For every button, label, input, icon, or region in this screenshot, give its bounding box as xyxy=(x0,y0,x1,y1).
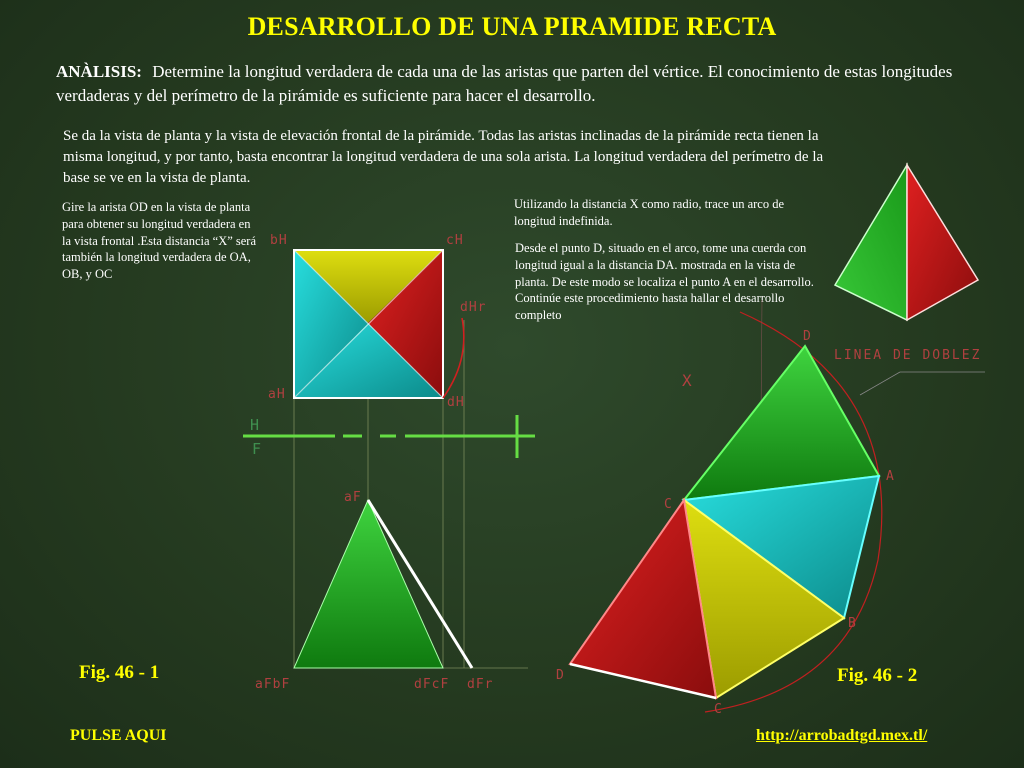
figure-caption-2: Fig. 46 - 2 xyxy=(837,665,918,686)
label-dFr: dFr xyxy=(467,677,494,692)
note-left: Gire la arista OD en la vista de planta para obtener su longitud verdadera en la vista frontal .Esta distancia “X” será también la longitud verdadera de OA, OB, y OC xyxy=(62,200,257,282)
label-D-top: D xyxy=(803,329,812,344)
label-B: B xyxy=(848,616,857,631)
label-aH: aH xyxy=(268,387,286,402)
label-A: A xyxy=(886,469,895,484)
analysis-label: ANÀLISIS: xyxy=(56,62,142,81)
fold-line xyxy=(243,415,535,458)
label-aFbF: aFbF xyxy=(255,677,291,692)
plan-view xyxy=(294,250,464,398)
note-arc: Utilizando la distancia X como radio, trace un arco de longitud indefinida. xyxy=(514,197,785,228)
label-dFcF: dFcF xyxy=(414,677,450,692)
label-X: X xyxy=(682,371,693,390)
label-linea-doblez: LINEA DE DOBLEZ xyxy=(834,348,982,363)
figure-caption-1: Fig. 46 - 1 xyxy=(79,662,160,683)
label-F: F xyxy=(252,440,262,458)
analysis-text: Determine la longitud verdadera de cada una de las aristas que parten del vértice. El conocimiento de estas longitudes verdaderas y del perímetro de la pirámide es suficiente para hacer el desarrollo. xyxy=(56,62,953,105)
pulse-aqui-button[interactable]: PULSE AQUI xyxy=(70,727,167,744)
note-chord: Desde el punto D, situado en el arco, tome una cuerda con longitud igual a la distancia DA. mostrada en la vista de planta. De este modo se localiza el punto A en el desarrollo. Continúe este procedimiento hasta hallar el desarrollo completo xyxy=(515,241,814,323)
label-C-mid: C xyxy=(664,497,673,512)
label-aF: aF xyxy=(344,490,362,505)
page-title: DESARROLLO DE UNA PIRAMIDE RECTA xyxy=(247,12,777,41)
label-C-bottom: C xyxy=(714,702,723,717)
label-D-bottom: D xyxy=(556,668,565,683)
website-link[interactable]: http://arrobadtgd.mex.tl/ xyxy=(756,727,928,744)
label-cH: cH xyxy=(446,233,464,248)
label-dH: dH xyxy=(447,395,465,410)
label-dHr: dHr xyxy=(460,300,487,315)
label-H: H xyxy=(250,416,260,434)
pyramid-3d xyxy=(835,165,978,320)
front-view xyxy=(294,500,472,668)
label-bH: bH xyxy=(270,233,288,248)
intro-paragraph: Se da la vista de planta y la vista de elevación frontal de la pirámide. Todas las aristas inclinadas de la pirámide recta tienen la misma longitud, y por tanto, basta encontrar la longitud verdadera de una sola arista. La longitud verdadera del perímetro de la base se ve en la vista de planta. xyxy=(63,128,824,186)
